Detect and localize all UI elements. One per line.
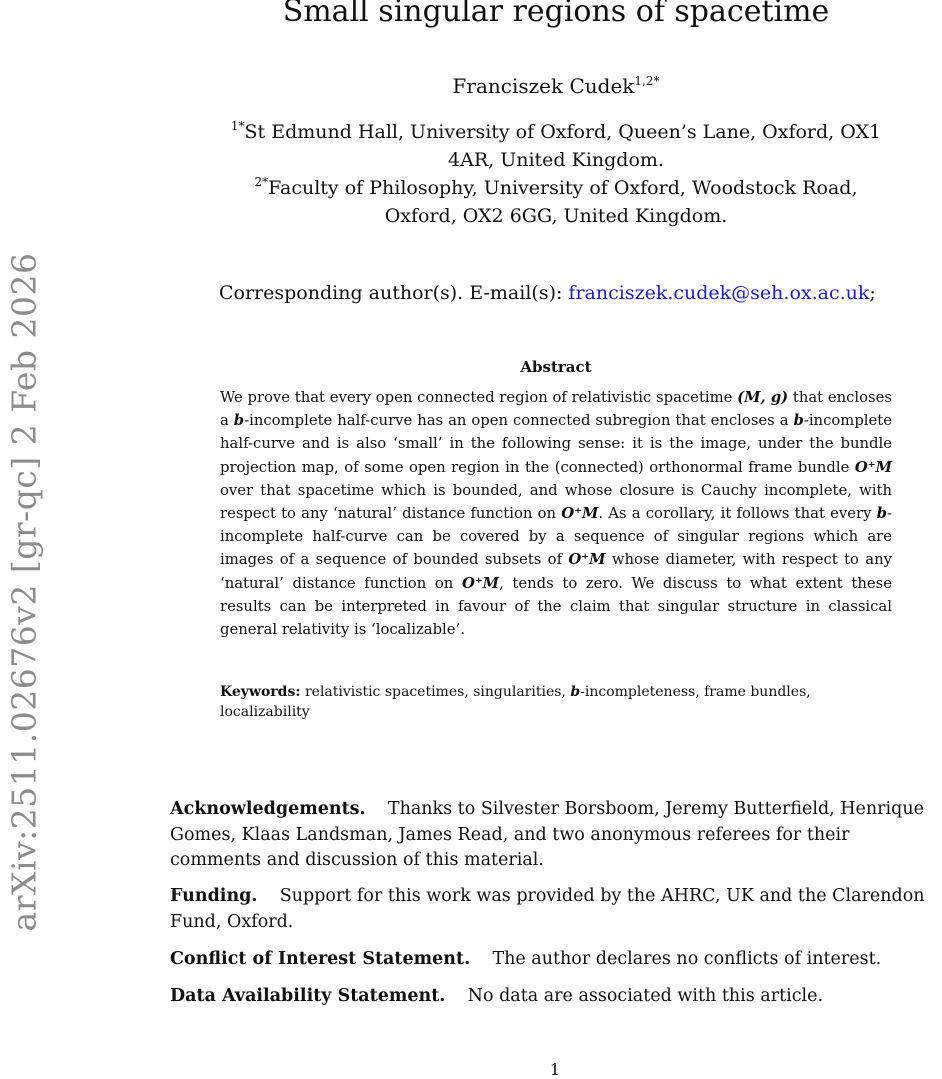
statement-text: No data are associated with this article.: [467, 986, 824, 1006]
math-spacetime: (M, g): [737, 389, 789, 406]
math-frame-bundle: O⁺M: [854, 458, 892, 476]
funding-statement: [170, 884, 942, 935]
acknowledgements: [170, 797, 942, 874]
statement-text: Thanks to Silvester Borsboom, Jeremy Butterfield, Henrique Gomes, Klaas Landsman, James Read, and two anonymous referees for their comments and discussion of this material.: [170, 799, 924, 870]
statement-heading: Funding.: [170, 886, 258, 906]
email-link[interactable]: franciszek.cudek@seh.ox.ac.uk: [568, 282, 870, 304]
affiliation-line: Oxford, OX2 6GG, United Kingdom.: [384, 205, 728, 227]
affiliation-mark: 1*: [230, 119, 245, 133]
statement-heading: Conflict of Interest Statement.: [170, 949, 471, 969]
corresponding-label: Corresponding author(s). E-mail(s):: [219, 282, 569, 304]
data-availability-statement: [170, 984, 942, 1010]
statement-heading: Acknowledgements.: [170, 799, 366, 819]
corresponding-author: [219, 282, 876, 304]
statement-heading: Data Availability Statement.: [170, 986, 446, 1006]
statement-text: Support for this work was provided by the AHRC, UK and the Clarendon Fund, Oxford.: [170, 886, 925, 932]
arxiv-identifier: arXiv:2511.02676v2 [gr-qc] 2 Feb 2026: [4, 252, 44, 932]
author-name: Franciszek Cudek: [452, 74, 635, 98]
affiliation-line: 4AR, United Kingdom.: [448, 149, 664, 171]
keywords: Keywords: relativistic spacetimes, singularities, b-incompleteness, frame bundles, localizability: [220, 684, 811, 720]
page-number: 1: [549, 1060, 561, 1079]
abstract-body: We prove that every open connected region of relativistic spacetime (M, g) that encloses a b-incomplete half-curve has an open connected subregion that encloses a b-incomplete half-curve and is also ‘small’ in the following sense: it is the image, under the bundle projection map, of some open region in the (connected) orthonormal frame bundle O⁺M over that spacetime which is bounded, and whose closure is Cauchy incomplete, with respect to any ‘natural’ distance function on O⁺M. As a corollary, it follows that every b-incomplete half-curve can be covered by a sequence of singular regions which are images of a sequence of bounded subsets of O⁺M whose diameter, with respect to any ‘natural’ distance function on O⁺M, tends to zero. We discuss to what extent these results can be interpreted in favour of the claim that singular structure in classical general relativity is ‘localizable’.: [220, 389, 893, 639]
corresponding-suffix: ;: [869, 282, 876, 304]
conflict-of-interest-statement: [170, 947, 942, 973]
author-marks: 1,2*: [634, 74, 660, 88]
affiliation-line: Faculty of Philosophy, University of Oxford, Woodstock Road,: [268, 177, 858, 199]
abstract-heading: Abstract: [520, 358, 592, 376]
keywords-label: Keywords:: [220, 684, 301, 700]
paper-title: Small singular regions of spacetime: [282, 0, 830, 29]
affiliation-line: St Edmund Hall, University of Oxford, Queen’s Lane, Oxford, OX1: [244, 121, 882, 143]
affiliation-2: [170, 174, 942, 230]
statement-text: The author declares no conflicts of interest.: [492, 949, 882, 969]
author-line: [170, 74, 942, 98]
affiliation-1: [170, 118, 942, 174]
affiliation-mark: 2*: [254, 175, 269, 189]
